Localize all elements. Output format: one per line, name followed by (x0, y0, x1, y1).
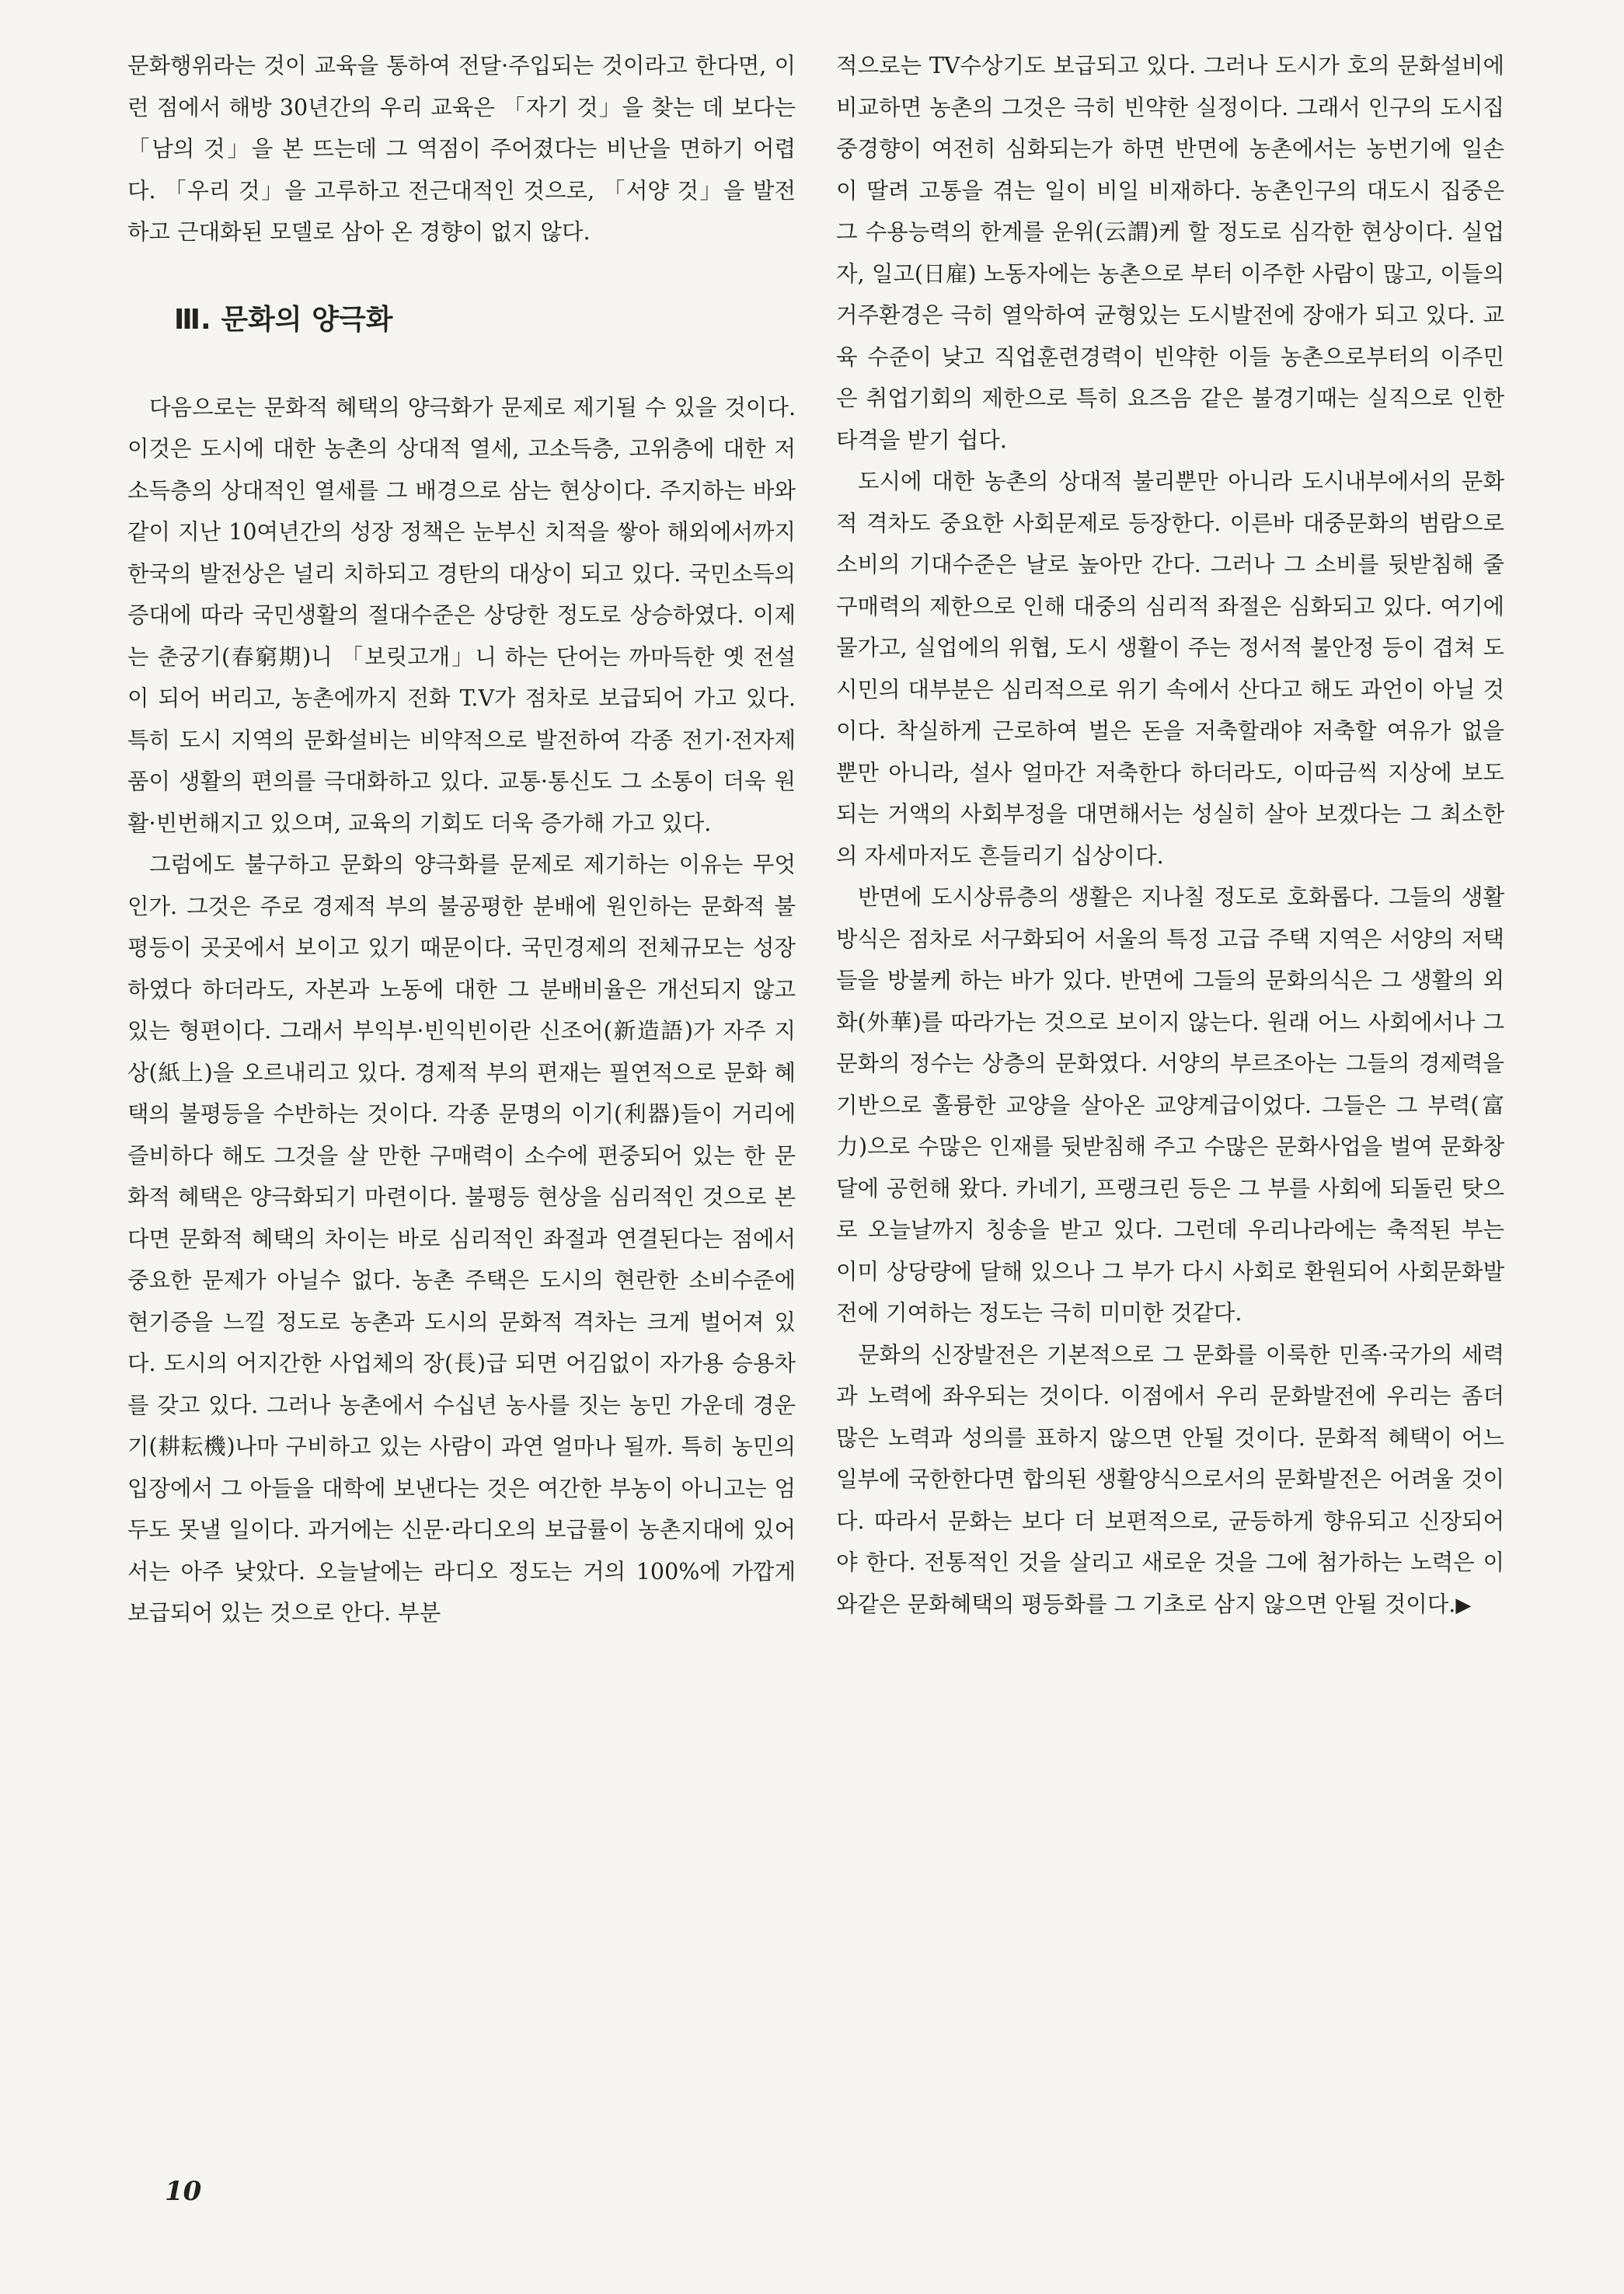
end-mark-icon: ▶ (1455, 1593, 1472, 1617)
right-column (836, 45, 1504, 1626)
body-paragraph: 반면에 도시상류층의 생활은 지나칠 정도로 호화롭다. 그들의 생활방식은 점차로 서구화되어 서울의 특정 고급 주택 지역은 서양의 저택들을 방불케 하는 바가 있다. 반면에 그들의 문화의식은 그 생활의 외화(外華)를 따라가는 것으로 보이지 않는다. 원래 어느 사회에서나 그 문화의 정수는 상층의 문화였다. 서양의 부르조아는 그들의 경제력을 기반으로 훌륭한 교양을 살아온 교양계급이었다. 그들은 그 부력(富力)으로 수많은 인재를 뒷받침해 주고 수많은 문화사업을 벌여 문화창달에 공헌해 왔다. 카네기, 프랭크린 등은 그 부를 사회에 되돌린 탓으로 오늘날까지 칭송을 받고 있다. 그런데 우리나라에는 축적된 부는 이미 상당량에 달해 있으나 그 부가 다시 사회로 환원되어 사회문화발전에 기여하는 정도는 극히 미미한 것같다. (836, 884, 1504, 1326)
body-paragraph: 적으로는 TV수상기도 보급되고 있다. 그러나 도시가 호의 문화설비에 비교하면 농촌의 그것은 극히 빈약한 실정이다. 그래서 인구의 도시집중경향이 여전히 심화되는가 하면 반면에 농촌에서는 농번기에 일손이 딸려 고통을 겪는 일이 비일 비재하다. 농촌인구의 대도시 집중은 그 수용능력의 한계를 운위(云謂)케 할 정도로 심각한 현상이다. 실업자, 일고(日雇) 노동자에는 농촌으로 부터 이주한 사람이 많고, 이들의 거주환경은 극히 열악하여 균형있는 도시발전에 장애가 되고 있다. 교육 수준이 낮고 직업훈련경력이 빈약한 이들 농촌으로부터의 이주민은 취업기회의 제한으로 특히 요즈음 같은 불경기때는 실직으로 인한 타격을 받기 쉽다. (836, 53, 1504, 453)
intro-paragraph: 문화행위라는 것이 교육을 통하여 전달·주입되는 것이라고 한다면, 이런 점에서 해방 30년간의 우리 교육은 「자기 것」을 찾는 데 보다는 「남의 것」을 본 뜨는데 그 역점이 주어졌다는 비난을 면하기 어렵다. 「우리 것」을 고루하고 전근대적인 것으로, 「서양 것」을 발전하고 근대화된 모델로 삼아 온 경향이 없지 않다. (127, 53, 796, 245)
section-heading: Ⅲ. 문화의 양극화 (174, 303, 393, 336)
closing-paragraph (836, 1334, 1504, 1627)
left-column (127, 45, 796, 1634)
body-paragraph: 그럼에도 불구하고 문화의 양극화를 문제로 제기하는 이유는 무엇인가. 그것은 주로 경제적 부의 불공평한 분배에 원인하는 문화적 불평등이 곳곳에서 보이고 있기 때문이다. 국민경제의 전체규모는 성장하였다 하더라도, 자본과 노동에 대한 그 분배비율은 개선되지 않고 있는 형편이다. 그래서 부익부·빈익빈이란 신조어(新造語)가 자주 지상(紙上)을 오르내리고 있다. 경제적 부의 편재는 필연적으로 문화 혜택의 불평등을 수반하는 것이다. 각종 문명의 이기(利器)들이 거리에 즐비하다 해도 그것을 살 만한 구매력이 소수에 편중되어 있는 한 문화적 혜택은 양극화되기 마련이다. 불평등 현상을 심리적인 것으로 본다면 문화적 혜택의 차이는 바로 심리적인 좌절과 연결된다는 점에서 중요한 문제가 아닐수 없다. 농촌 주택은 도시의 현란한 소비수준에 현기증을 느낄 정도로 농촌과 도시의 문화적 격차는 크게 벌어져 있다. 도시의 어지간한 사업체의 장(長)급 되면 어김없이 자가용 승용차를 갖고 있다. 그러나 농촌에서 수십년 농사를 짓는 농민 가운데 경운기(耕耘機)나마 구비하고 있는 사람이 과연 얼마나 될까. 특히 농민의 입장에서 그 아들을 대학에 보낸다는 것은 여간한 부농이 아니고는 엄두도 못낼 일이다. 과거에는 신문·라디오의 보급률이 농촌지대에 있어서는 아주 낮았다. 오늘날에는 라디오 정도는 거의 100%에 가깝게 보급되어 있는 것으로 안다. 부분 (127, 852, 796, 1626)
closing-paragraph-text: 문화의 신장발전은 기본적으로 그 문화를 이룩한 민족·국가의 세력과 노력에 좌우되는 것이다. 이점에서 우리 문화발전에 우리는 좀더 많은 노력과 성의를 표하지 않으면 안될 것이다. 문화적 혜택이 어느 일부에 국한한다면 합의된 생활양식으로서의 문화발전은 어려울 것이다. 따라서 문화는 보다 더 보편적으로, 균등하게 향유되고 신장되어야 한다. 전통적인 것을 살리고 새로운 것을 그에 첨가하는 노력은 이와같은 문화혜택의 평등화를 그 기초로 삼지 않으면 안될 것이다. (836, 1341, 1504, 1617)
body-paragraph: 다음으로는 문화적 혜택의 양극화가 문제로 제기될 수 있을 것이다. 이것은 도시에 대한 농촌의 상대적 열세, 고소득층, 고위층에 대한 저소득층의 상대적인 열세를 그 배경으로 삼는 현상이다. 주지하는 바와 같이 지난 10여년간의 성장 정책은 눈부신 치적을 쌓아 해외에서까지 한국의 발전상은 널리 치하되고 경탄의 대상이 되고 있다. 국민소득의 증대에 따라 국민생활의 절대수준은 상당한 정도로 상승하였다. 이제는 춘궁기(春窮期)니 「보릿고개」니 하는 단어는 까마득한 옛 전설이 되어 버리고, 농촌에까지 전화 T.V가 점차로 보급되어 가고 있다. 특히 도시 지역의 문화설비는 비약적으로 발전하여 각종 전기·전자제품이 생활의 편의를 극대화하고 있다. 교통·통신도 그 소통이 더욱 원활·빈번해지고 있으며, 교육의 기회도 더욱 증가해 가고 있다. (127, 394, 796, 836)
page-number: 10 (165, 2176, 202, 2207)
body-paragraph: 도시에 대한 농촌의 상대적 불리뿐만 아니라 도시내부에서의 문화적 격차도 중요한 사회문제로 등장한다. 이른바 대중문화의 범람으로 소비의 기대수준은 날로 높아만 간다. 그러나 그 소비를 뒷받침해 줄 구매력의 제한으로 인해 대중의 심리적 좌절은 심화되고 있다. 여기에 물가고, 실업에의 위협, 도시 생활이 주는 정서적 불안정 등이 겹쳐 도시민의 대부분은 심리적으로 위기 속에서 산다고 해도 과언이 아닐 것이다. 착실하게 근로하여 벌은 돈을 저축할래야 저축할 여유가 없을 뿐만 아니라, 설사 얼마간 저축한다 하더라도, 이따금씩 지상에 보도되는 거액의 사회부정을 대면해서는 성실히 살아 보겠다는 그 최소한의 자세마저도 흔들리기 십상이다. (836, 469, 1504, 869)
